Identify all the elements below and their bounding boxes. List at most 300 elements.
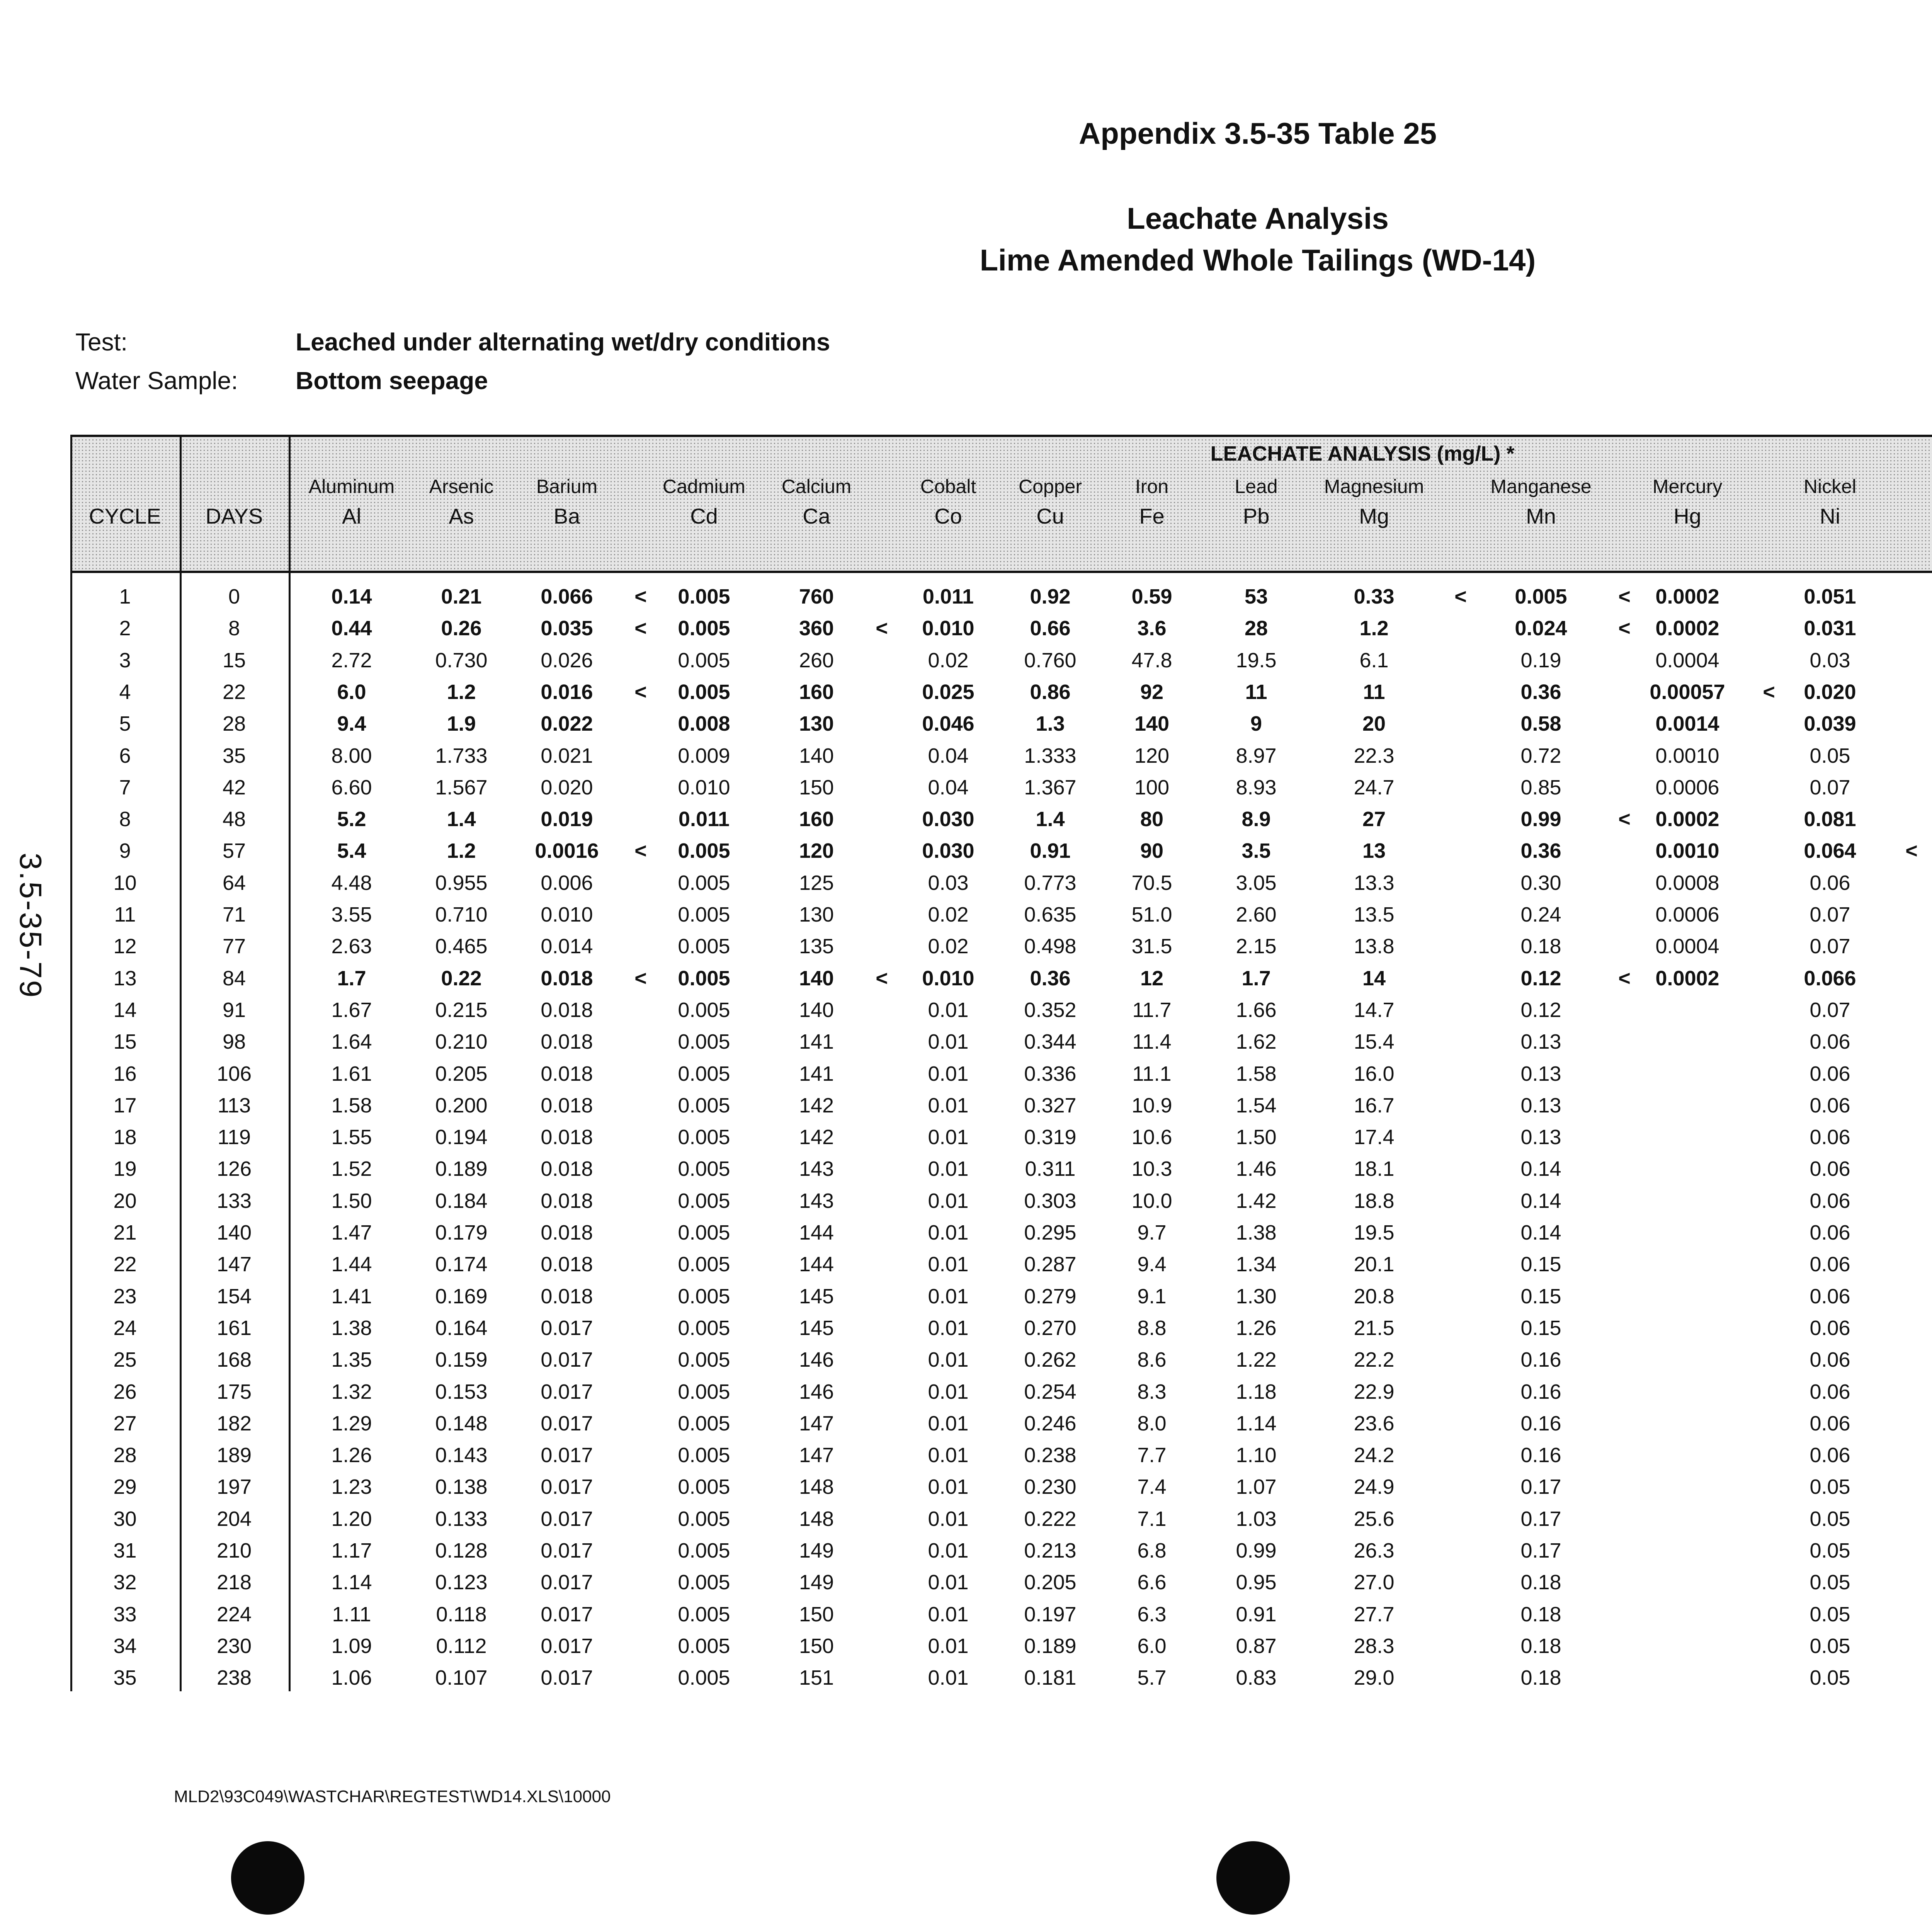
value-cell: 7.1 <box>1137 1507 1167 1531</box>
value-cell: 0.01 <box>928 1507 969 1531</box>
value-cell: 0.01 <box>928 1126 969 1149</box>
value-cell: 0.12 <box>1520 966 1561 990</box>
value-text: 0.005 <box>678 839 730 863</box>
value-cell: 1.333 <box>1024 744 1077 767</box>
table-row <box>70 1599 1932 1630</box>
table-row <box>70 1535 1932 1566</box>
days-cell: 119 <box>217 1126 251 1149</box>
value-cell: 47.8 <box>1131 648 1172 672</box>
days-cell: 204 <box>216 1507 252 1531</box>
days-cell: 182 <box>216 1412 252 1435</box>
value-cell: 0.005 <box>678 871 730 895</box>
less-than-marker: < <box>1454 585 1467 608</box>
value-cell: 20.8 <box>1354 1284 1395 1308</box>
value-cell: 0.773 <box>1024 871 1077 895</box>
value-cell: 0.005 <box>678 1444 730 1467</box>
value-cell: 0.36 <box>1520 839 1561 863</box>
value-cell: 0.254 <box>1024 1380 1077 1403</box>
value-cell: 0.02 <box>928 903 969 926</box>
table-row <box>70 1026 1932 1058</box>
value-cell: 3.55 <box>331 903 372 926</box>
cycle-cell: 14 <box>113 998 137 1022</box>
value-cell: 130 <box>799 903 834 926</box>
value-cell: 0.189 <box>435 1157 488 1181</box>
value-cell: 8.6 <box>1137 1348 1167 1372</box>
value-cell: 0.06 <box>1810 1030 1850 1054</box>
value-cell: 0.0004 <box>1655 648 1719 672</box>
cycle-cell: 29 <box>113 1475 137 1499</box>
value-cell: 0.36 <box>1030 966 1071 990</box>
value-cell: 13.3 <box>1354 871 1395 895</box>
value-cell: 17.4 <box>1354 1126 1395 1149</box>
analyte-symbol-header: Ca <box>803 504 830 528</box>
value-cell: 0.005 <box>678 1507 730 1531</box>
value-cell: 70.5 <box>1131 871 1172 895</box>
value-cell: 0.005 <box>678 1126 730 1149</box>
value-cell <box>1639 1281 1736 1312</box>
value-cell: 0.87 <box>1236 1634 1277 1658</box>
analyte-symbol-header: Pb <box>1243 504 1270 528</box>
value-cell: 1.26 <box>331 1444 372 1467</box>
value-cell: 0.107 <box>435 1666 488 1690</box>
value-cell: 0.200 <box>435 1094 488 1117</box>
value-cell: 1.2 <box>1359 617 1389 640</box>
value-cell: 0.03 <box>1810 648 1850 672</box>
value-cell: 1.4 <box>447 808 476 831</box>
value-cell: 0.18 <box>1520 1634 1561 1658</box>
value-cell: 2.72 <box>331 648 372 672</box>
value-cell: 0.16 <box>1520 1412 1561 1435</box>
value-cell: 148 <box>799 1507 834 1531</box>
value-cell: 0.15 <box>1520 1316 1561 1340</box>
value-cell: 0.336 <box>1024 1062 1077 1085</box>
table-row <box>70 1566 1932 1598</box>
value-cell: 0.02 <box>928 935 969 958</box>
value-cell: 0.014 <box>541 935 593 958</box>
value-cell: 8.00 <box>331 744 372 767</box>
value-cell: 0.017 <box>541 1507 593 1531</box>
value-cell: 0.498 <box>1024 935 1077 958</box>
value-cell: 0.017 <box>541 1444 593 1467</box>
value-cell: 1.07 <box>1236 1475 1277 1499</box>
leachate-table <box>70 435 1932 1691</box>
less-than-marker: < <box>1618 585 1631 608</box>
value-cell: 0.06 <box>1810 1284 1850 1308</box>
value-cell: 0.019 <box>541 808 593 831</box>
footer-file-path: MLD2\93C049\WASTCHAR\REGTEST\WD14.XLS\10000 <box>174 1787 611 1806</box>
value-cell: 140 <box>1134 712 1170 736</box>
days-cell: 42 <box>222 776 246 799</box>
days-cell: 154 <box>216 1284 252 1308</box>
value-cell: 0.16 <box>1520 1380 1561 1403</box>
less-than-marker: < <box>634 966 647 990</box>
value-cell: 1.567 <box>435 776 488 799</box>
value-cell: 146 <box>799 1348 834 1372</box>
value-text: 0.0002 <box>1655 808 1719 831</box>
value-cell: 0.081 <box>1804 808 1856 831</box>
value-cell: 142 <box>799 1126 834 1149</box>
analyte-name-header: Magnesium <box>1324 476 1424 497</box>
value-text: 0.0002 <box>1655 617 1719 640</box>
value-cell: 1.2 <box>447 680 476 704</box>
value-cell: 20.1 <box>1354 1253 1395 1276</box>
cycle-cell: 23 <box>113 1284 137 1308</box>
value-cell: 1.47 <box>331 1221 372 1244</box>
less-than-marker: < <box>1618 617 1631 640</box>
value-text: 0.005 <box>678 680 730 704</box>
value-cell: 0.035 <box>541 617 593 640</box>
value-cell: 0.179 <box>435 1221 488 1244</box>
value-text: 0.005 <box>678 585 730 608</box>
value-cell: 4.48 <box>331 871 372 895</box>
cycle-cell: 26 <box>113 1380 137 1403</box>
value-cell: 1.4 <box>1036 808 1065 831</box>
value-cell: 27.0 <box>1354 1571 1395 1594</box>
value-cell: 0.352 <box>1024 998 1077 1022</box>
value-cell: 0.66 <box>1030 617 1071 640</box>
value-cell: 141 <box>799 1030 834 1054</box>
value-cell: 25.6 <box>1354 1507 1395 1531</box>
value-cell: 0.86 <box>1030 680 1071 704</box>
value-cell: 0.194 <box>435 1126 488 1149</box>
value-cell: 0.005 <box>678 1380 730 1403</box>
value-cell: 11.1 <box>1132 1062 1172 1085</box>
days-cell: 189 <box>216 1444 252 1467</box>
value-cell: 13.8 <box>1354 935 1395 958</box>
table-row <box>70 1662 1932 1694</box>
analyte-symbol-header: Ni <box>1820 504 1840 528</box>
value-cell: 0.018 <box>541 1126 593 1149</box>
value-cell: 0.91 <box>1030 839 1071 863</box>
value-cell: 0.72 <box>1520 744 1561 767</box>
less-than-marker: < <box>634 585 647 608</box>
value-cell: 0.018 <box>541 1189 593 1213</box>
days-cell: 15 <box>222 648 246 672</box>
value-cell: 10.3 <box>1131 1157 1172 1181</box>
analyte-symbol-header: Cd <box>690 504 718 528</box>
value-cell: 0.005 <box>678 1475 730 1499</box>
value-cell <box>634 612 752 644</box>
value-cell: 1.22 <box>1236 1348 1277 1372</box>
value-cell: 0.18 <box>1520 935 1561 958</box>
value-cell: 0.01 <box>928 1444 969 1467</box>
value-cell: 0.01 <box>928 1412 969 1435</box>
value-text: 0.005 <box>678 966 730 990</box>
analysis-title: Leachate Analysis <box>1127 201 1389 235</box>
less-than-marker: < <box>634 839 647 863</box>
value-cell: 0.26 <box>441 617 482 640</box>
value-cell: 260 <box>799 648 834 672</box>
value-cell: 151 <box>799 1666 834 1690</box>
value-cell: 22.3 <box>1354 744 1395 767</box>
value-cell: 0.017 <box>541 1475 593 1499</box>
value-cell: 0.01 <box>928 1253 969 1276</box>
value-cell: 147 <box>799 1444 834 1467</box>
value-cell: 1.52 <box>331 1157 372 1181</box>
less-than-marker: < <box>634 680 647 704</box>
value-cell: 0.06 <box>1810 1253 1850 1276</box>
value-cell: 143 <box>799 1157 834 1181</box>
value-cell <box>1639 1312 1736 1344</box>
value-cell: 0.005 <box>678 1316 730 1340</box>
value-cell: 0.018 <box>541 966 593 990</box>
value-cell: 0.05 <box>1810 1475 1850 1499</box>
days-cell: 77 <box>222 935 246 958</box>
analyte-symbol-header: Co <box>934 504 962 528</box>
value-cell: 1.14 <box>1236 1412 1277 1435</box>
value-cell: 0.181 <box>1024 1666 1077 1690</box>
value-cell: 0.319 <box>1024 1126 1077 1149</box>
table-row <box>70 740 1932 772</box>
value-cell: 0.017 <box>541 1412 593 1435</box>
value-cell: 0.018 <box>541 1094 593 1117</box>
value-cell <box>1639 1217 1736 1248</box>
value-cell: 0.005 <box>678 1602 730 1626</box>
value-cell: 0.06 <box>1810 1157 1850 1181</box>
value-cell: 0.230 <box>1024 1475 1077 1499</box>
analyte-name-header: Cadmium <box>663 476 745 497</box>
value-cell <box>1763 676 1878 708</box>
analyte-name-header: Mercury <box>1652 476 1723 497</box>
value-cell: 6.60 <box>331 776 372 799</box>
value-cell: 3.5 <box>1242 839 1271 863</box>
value-cell: 0.0014 <box>1655 712 1719 736</box>
table-row <box>70 1408 1932 1439</box>
days-cell: 8 <box>228 617 240 640</box>
analyte-name-header: Calcium <box>781 476 852 497</box>
days-cell: 28 <box>222 712 246 736</box>
value-cell: 0.017 <box>541 1539 593 1562</box>
value-cell: 0.06 <box>1810 1412 1850 1435</box>
value-cell: 0.58 <box>1520 712 1561 736</box>
value-cell: 0.33 <box>1354 585 1395 608</box>
value-cell: 0.138 <box>435 1475 488 1499</box>
days-cell: 91 <box>222 998 246 1022</box>
value-cell: 0.01 <box>928 1284 969 1308</box>
value-cell: 1.26 <box>1236 1316 1277 1340</box>
value-cell <box>1618 963 1736 994</box>
analyte-name-header: Arsenic <box>429 476 494 497</box>
table-row <box>70 1281 1932 1312</box>
value-cell: 0.955 <box>435 871 488 895</box>
value-cell: 0.005 <box>678 1030 730 1054</box>
value-cell: 0.01 <box>928 1189 969 1213</box>
value-cell <box>1639 1058 1736 1090</box>
value-cell: 0.07 <box>1810 998 1850 1022</box>
value-cell <box>1639 1026 1736 1058</box>
value-cell: 0.222 <box>1024 1507 1077 1531</box>
value-cell: 1.7 <box>337 966 366 990</box>
analyte-name-header: Aluminum <box>308 476 395 497</box>
cycle-cell: 1 <box>119 585 131 608</box>
value-cell: 2.60 <box>1236 903 1277 926</box>
value-cell: 1.733 <box>435 744 488 767</box>
value-cell: 0.018 <box>541 1253 593 1276</box>
value-cell: 90 <box>1140 839 1164 863</box>
value-cell: 0.01 <box>928 1157 969 1181</box>
value-cell: 0.022 <box>541 712 593 736</box>
value-cell: 0.01 <box>928 1221 969 1244</box>
analyte-name-header: Barium <box>536 476 598 497</box>
value-cell: 1.11 <box>332 1602 371 1626</box>
value-cell: 0.005 <box>678 1634 730 1658</box>
value-cell: 0.197 <box>1024 1602 1077 1626</box>
value-cell: 0.005 <box>678 1157 730 1181</box>
value-cell: 0.039 <box>1804 712 1856 736</box>
value-cell: 0.760 <box>1024 648 1077 672</box>
value-cell: 0.14 <box>331 585 372 608</box>
value-cell: 0.164 <box>435 1316 488 1340</box>
value-cell: 0.0006 <box>1655 776 1719 799</box>
value-cell: 146 <box>799 1380 834 1403</box>
table-row <box>70 1153 1932 1185</box>
value-cell: 22.2 <box>1354 1348 1395 1372</box>
cycle-cell: 3 <box>119 648 131 672</box>
value-cell: 0.205 <box>1024 1571 1077 1594</box>
value-cell: 0.021 <box>541 744 593 767</box>
value-cell: 0.148 <box>435 1412 488 1435</box>
value-cell: 100 <box>1134 776 1170 799</box>
days-header: DAYS <box>205 504 263 528</box>
cycle-cell: 27 <box>113 1412 137 1435</box>
value-cell: 144 <box>799 1221 834 1244</box>
value-cell: 21.5 <box>1354 1316 1395 1340</box>
value-cell: 9.4 <box>337 712 366 736</box>
value-cell: 28.3 <box>1354 1634 1395 1658</box>
value-cell: 1.14 <box>331 1571 372 1594</box>
value-cell: 1.17 <box>331 1539 372 1562</box>
less-than-marker: < <box>1618 966 1631 990</box>
value-cell: 0.06 <box>1810 1348 1850 1372</box>
value-cell: 0.02 <box>928 648 969 672</box>
value-cell: 0.030 <box>922 839 975 863</box>
value-cell: 18.1 <box>1354 1157 1395 1181</box>
less-than-marker: < <box>876 617 888 640</box>
value-cell: 0.24 <box>1520 903 1561 926</box>
less-than-marker: < <box>1618 808 1631 831</box>
value-cell: 80 <box>1140 808 1164 831</box>
value-text: 0.010 <box>922 617 975 640</box>
value-cell: 0.159 <box>435 1348 488 1372</box>
value-cell: 8.0 <box>1137 1412 1167 1435</box>
days-cell: 57 <box>222 839 246 863</box>
value-cell <box>1639 1630 1736 1662</box>
value-cell: 1.34 <box>1236 1253 1277 1276</box>
value-cell: 1.62 <box>1236 1030 1277 1054</box>
value-cell: 1.2 <box>447 839 476 863</box>
value-cell: 11 <box>1363 680 1385 704</box>
value-cell: 360 <box>799 617 834 640</box>
value-cell: 160 <box>799 680 834 704</box>
analyte-name-header: Iron <box>1135 476 1169 497</box>
value-cell: 5.4 <box>337 839 366 863</box>
value-cell: 1.58 <box>331 1094 372 1117</box>
value-cell: 140 <box>799 744 834 767</box>
value-cell: 1.54 <box>1236 1094 1277 1117</box>
cycle-cell: 32 <box>113 1571 137 1594</box>
value-cell: 14.7 <box>1354 998 1395 1022</box>
value-cell: 1.66 <box>1236 998 1277 1022</box>
days-cell: 147 <box>216 1253 252 1276</box>
table-row <box>70 835 1932 867</box>
value-cell: 24.9 <box>1354 1475 1395 1499</box>
value-cell: 0.12 <box>1520 998 1561 1022</box>
value-cell: 26.3 <box>1354 1539 1395 1562</box>
value-cell: 53 <box>1244 585 1268 608</box>
value-cell: 51.0 <box>1131 903 1172 926</box>
value-cell <box>1639 1566 1736 1598</box>
value-cell: 6.0 <box>337 680 366 704</box>
days-cell: 106 <box>216 1062 252 1085</box>
value-cell: 9.4 <box>1137 1253 1167 1276</box>
value-cell: 0.13 <box>1520 1126 1561 1149</box>
cycle-cell: 12 <box>113 935 137 958</box>
table-row <box>70 1058 1932 1090</box>
value-cell: 0.005 <box>678 1094 730 1117</box>
value-cell: 0.205 <box>435 1062 488 1085</box>
value-cell: 24.2 <box>1354 1444 1395 1467</box>
value-text: 0.005 <box>678 617 730 640</box>
table-row <box>70 1439 1932 1471</box>
cycle-cell: 10 <box>113 871 137 895</box>
value-cell: 0.18 <box>1520 1602 1561 1626</box>
value-cell: 0.169 <box>435 1284 488 1308</box>
value-cell: 0.010 <box>541 903 593 926</box>
value-cell: 0.14 <box>1520 1157 1561 1181</box>
value-cell: 24.7 <box>1354 776 1395 799</box>
value-cell: 0.005 <box>678 1253 730 1276</box>
value-cell: 0.184 <box>435 1189 488 1213</box>
value-cell: 0.99 <box>1520 808 1561 831</box>
value-cell: 0.36 <box>1520 680 1561 704</box>
value-cell: 6.3 <box>1137 1602 1167 1626</box>
value-cell <box>1618 581 1736 612</box>
cycle-cell: 11 <box>114 903 136 926</box>
cycle-cell: 9 <box>119 839 131 863</box>
value-cell: 0.008 <box>678 712 730 736</box>
value-cell: 0.344 <box>1024 1030 1077 1054</box>
value-cell: 0.238 <box>1024 1444 1077 1467</box>
cycle-cell: 30 <box>113 1507 137 1531</box>
value-cell: 0.018 <box>541 1030 593 1054</box>
value-cell: 1.35 <box>331 1348 372 1372</box>
table-row <box>70 708 1932 740</box>
value-cell: 0.05 <box>1810 1571 1850 1594</box>
table-row <box>70 645 1932 676</box>
table-row <box>70 867 1932 899</box>
value-cell: 0.128 <box>435 1539 488 1562</box>
value-cell: 9.7 <box>1137 1221 1167 1244</box>
value-cell: 1.38 <box>1236 1221 1277 1244</box>
value-cell: 0.020 <box>541 776 593 799</box>
analyte-symbol-header: Cu <box>1036 504 1064 528</box>
value-cell: 0.15 <box>1520 1284 1561 1308</box>
value-cell: 29.0 <box>1354 1666 1395 1690</box>
cycle-cell: 2 <box>119 617 131 640</box>
value-cell: 0.303 <box>1024 1189 1077 1213</box>
value-cell: 125 <box>799 871 834 895</box>
value-cell: 0.05 <box>1810 1634 1850 1658</box>
value-cell: 0.06 <box>1810 1094 1850 1117</box>
value-cell: 0.018 <box>541 1284 593 1308</box>
days-cell: 197 <box>216 1475 252 1499</box>
days-cell: 71 <box>222 903 246 926</box>
days-cell: 48 <box>222 808 246 831</box>
value-cell: 0.0006 <box>1655 903 1719 926</box>
value-cell: 1.18 <box>1236 1380 1277 1403</box>
days-cell: 230 <box>216 1634 252 1658</box>
value-cell: 0.017 <box>541 1316 593 1340</box>
